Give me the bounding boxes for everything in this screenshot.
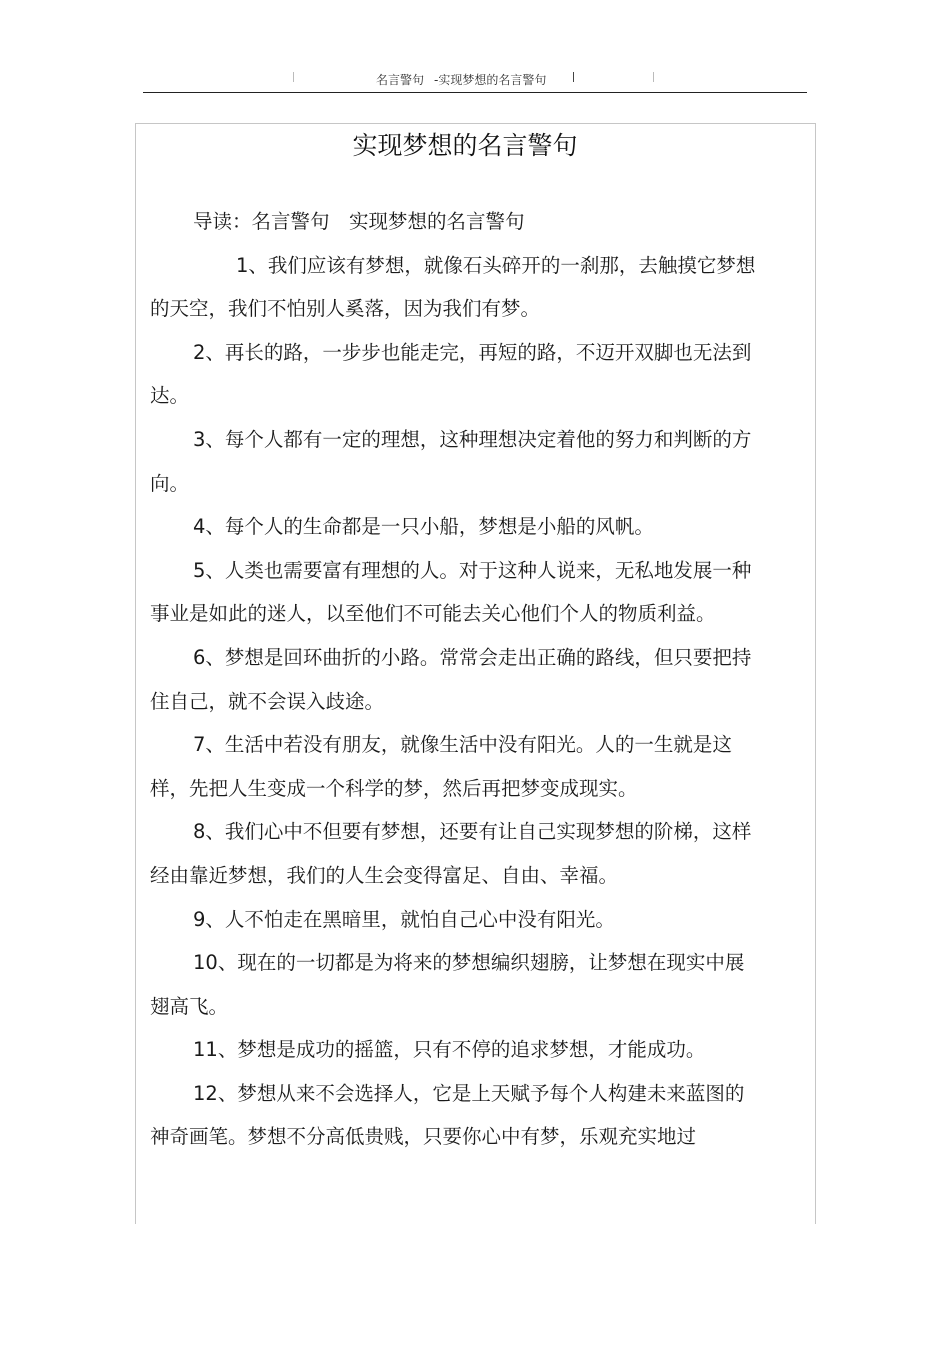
- page-header: [143, 62, 807, 93]
- header-left: 名言警句: [376, 73, 425, 87]
- intro-paragraph: 导读：名言警句 实现梦想的名言警句: [193, 210, 525, 233]
- header-tick-mark: [293, 72, 294, 82]
- document-body: [150, 200, 762, 1159]
- quote-paragraph: 7、生活中若没有朋友，就像生活中没有阳光。人的一生就是这样，先把人生变成一个科学的梦，然后再把梦变成现实。: [150, 733, 732, 800]
- quote-paragraph: 10、现在的一切都是为将来的梦想编织翅膀，让梦想在现实中展翅高飞。: [150, 951, 745, 1018]
- quote-paragraph: 12、梦想从来不会选择人，它是上天赋予每个人构建未来蓝图的神奇画笔。梦想不分高低贵贱，只要你心中有梦，乐观充实地过: [150, 1081, 745, 1149]
- quote-paragraph: 9、人不怕走在黑暗里，就怕自己心中没有阳光。: [193, 907, 615, 931]
- quote-paragraph: 4、每个人的生命都是一只小船，梦想是小船的风帆。: [193, 515, 654, 539]
- header-text: [376, 71, 546, 88]
- quote-paragraph: 6、梦想是回环曲折的小路。常常会走出正确的路线，但只要把持住自己，就不会误入歧途。: [150, 645, 752, 713]
- header-right: -实现梦想的名言警句: [434, 73, 547, 87]
- quote-paragraph: 5、人类也需要富有理想的人。对于这种人说来，无私地发展一种事业是如此的迷人，以至他们不可能去关心他们个人的物质利益。: [150, 558, 752, 626]
- header-tick-mark: [653, 72, 654, 82]
- quote-paragraph: 11、梦想是成功的摇篮，只有不停的追求梦想，才能成功。: [193, 1038, 706, 1062]
- document-title: 实现梦想的名言警句: [352, 131, 578, 160]
- quote-paragraph: 3、每个人都有一定的理想，这种理想决定着他的努力和判断的方向。: [150, 427, 752, 495]
- quote-paragraph: 1、我们应该有梦想，就像石头碎开的一刹那，去触摸它梦想的天空，我们不怕别人奚落，因为我们有梦。: [150, 253, 756, 321]
- quote-paragraph: 2、再长的路，一步步也能走完，再短的路，不迈开双脚也无法到达。: [150, 340, 752, 408]
- header-tick-mark: [573, 72, 574, 82]
- quote-paragraph: 8、我们心中不但要有梦想，还要有让自己实现梦想的阶梯，这样经由靠近梦想，我们的人生会变得富足、自由、幸福。: [150, 820, 752, 887]
